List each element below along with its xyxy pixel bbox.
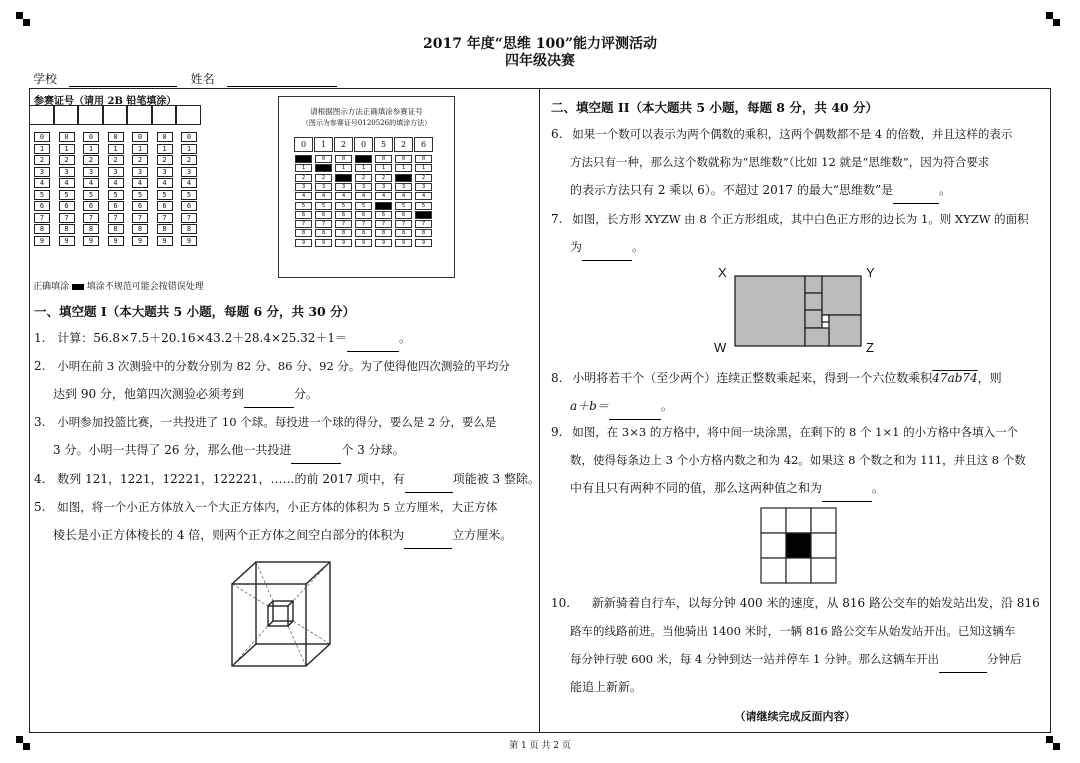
id-bubble[interactable]: 1: [132, 144, 148, 154]
q6-number: 6.: [551, 127, 563, 141]
q2-answer-blank[interactable]: [244, 393, 294, 408]
id-digit-box[interactable]: [176, 105, 201, 125]
example-bubble: 6: [395, 211, 412, 219]
label-y: Y: [866, 265, 875, 280]
example-bubble: 3: [375, 183, 392, 191]
q9-number: 9.: [551, 425, 563, 439]
id-bubble[interactable]: 7: [157, 213, 173, 223]
id-bubble[interactable]: 5: [59, 190, 75, 200]
example-bubble: 4: [355, 192, 372, 200]
example-bubble: 8: [375, 229, 392, 237]
id-bubble[interactable]: 7: [108, 213, 124, 223]
example-bubble: 1: [355, 164, 372, 172]
id-bubble[interactable]: 2: [34, 155, 50, 165]
q6-line1: 如果一个数可以表示为两个偶数的乘积，这两个偶数都不是 4 的倍数，并且这样的表示: [572, 127, 1013, 141]
q4-number: 4.: [34, 472, 46, 486]
question-4: [34, 465, 540, 493]
id-bubble[interactable]: 6: [108, 201, 124, 211]
example-bubble: 5: [295, 202, 312, 210]
example-bubble: 8: [295, 229, 312, 237]
id-bubble[interactable]: 5: [83, 190, 99, 200]
label-w: W: [714, 340, 727, 355]
id-bubble[interactable]: 5: [157, 190, 173, 200]
example-bubble: 4: [295, 192, 312, 200]
id-bubble[interactable]: 0: [181, 132, 197, 142]
id-bubble[interactable]: 9: [34, 236, 50, 246]
column-divider: [539, 88, 540, 732]
example-bubble: [375, 202, 392, 210]
id-bubble[interactable]: 1: [34, 144, 50, 154]
q8-tail: 。: [660, 399, 673, 413]
id-bubble[interactable]: 8: [181, 224, 197, 234]
rectangle-figure: [714, 265, 884, 357]
school-row: [33, 70, 337, 87]
id-label: 参赛证号（请用 2B 铅笔填涂）: [34, 96, 177, 107]
id-bubble[interactable]: 9: [132, 236, 148, 246]
example-bubble: 9: [335, 239, 352, 247]
example-bubble: 1: [375, 164, 392, 172]
id-digit-box[interactable]: [29, 105, 54, 125]
example-bubble: 7: [335, 220, 352, 228]
id-bubble[interactable]: 0: [59, 132, 75, 142]
example-bubble: 9: [415, 239, 432, 247]
continue-note: （请继续完成反面内容）: [734, 710, 856, 723]
example-bubble: [315, 164, 332, 172]
example-bubble: 8: [395, 229, 412, 237]
id-bubble[interactable]: 0: [132, 132, 148, 142]
fill-note-warning: 填涂不规范可能会按错误处理: [86, 282, 204, 292]
q8-overline-number: 47ab74: [932, 371, 978, 385]
example-digit-header: 2: [394, 137, 413, 152]
question-7: [551, 205, 1046, 261]
id-bubble[interactable]: 7: [181, 213, 197, 223]
q6-answer-blank[interactable]: [893, 189, 939, 204]
example-bubble: 7: [375, 220, 392, 228]
example-bubble: 1: [415, 164, 432, 172]
id-digit-box[interactable]: [78, 105, 103, 125]
id-bubble[interactable]: 3: [59, 167, 75, 177]
example-bubble: 5: [415, 202, 432, 210]
q9-tail: 。: [872, 481, 885, 495]
example-bubble: 7: [415, 220, 432, 228]
id-bubble[interactable]: 5: [132, 190, 148, 200]
example-digit-header: 0: [294, 137, 313, 152]
q10-tail: 分钟后: [987, 652, 1022, 666]
id-bubble[interactable]: 6: [34, 201, 50, 211]
id-bubble[interactable]: 6: [181, 201, 197, 211]
q1-tail: 。: [399, 331, 412, 345]
q7-line2: 为: [570, 240, 583, 254]
id-bubble[interactable]: 1: [157, 144, 173, 154]
id-bubble[interactable]: 6: [157, 201, 173, 211]
example-bubble: 8: [335, 229, 352, 237]
question-1: [34, 324, 411, 352]
id-bubble[interactable]: 1: [181, 144, 197, 154]
filled-sample-icon: [72, 284, 84, 290]
q3-number: 3.: [34, 415, 46, 429]
id-bubble[interactable]: 6: [83, 201, 99, 211]
id-bubble[interactable]: 8: [34, 224, 50, 234]
example-bubble: 5: [335, 202, 352, 210]
example-bubble: 0: [375, 155, 392, 163]
q6-tail: 。: [939, 183, 952, 197]
id-bubble[interactable]: 0: [157, 132, 173, 142]
example-bubble: 4: [415, 192, 432, 200]
q4-tail: 项能被 3 整除。: [452, 472, 540, 486]
example-bubble: 3: [415, 183, 432, 191]
id-bubble[interactable]: 2: [83, 155, 99, 165]
label-x: X: [718, 265, 727, 280]
question-9: [551, 418, 1046, 502]
q5-answer-blank[interactable]: [404, 534, 452, 549]
example-bubble: [295, 155, 312, 163]
question-10: [551, 589, 1046, 701]
id-bubble[interactable]: 6: [59, 201, 75, 211]
id-bubble[interactable]: 1: [59, 144, 75, 154]
example-bubble: 8: [415, 229, 432, 237]
example-bubble: 7: [295, 220, 312, 228]
example-bubble: 4: [315, 192, 332, 200]
q6-line3: 的表示方法只有 2 乘以 6）。不超过 2017 的最大“思维数”是: [570, 183, 894, 197]
school-field[interactable]: [69, 74, 177, 87]
example-bubble: 3: [295, 183, 312, 191]
example-bubble: [355, 155, 372, 163]
id-bubble[interactable]: 1: [108, 144, 124, 154]
q1-number: 1.: [34, 331, 46, 345]
example-bubble: 0: [415, 155, 432, 163]
example-bubble: 1: [295, 164, 312, 172]
example-bubble: [335, 174, 352, 182]
example-bubble: 2: [375, 174, 392, 182]
id-bubble[interactable]: 4: [34, 178, 50, 188]
id-bubble[interactable]: 2: [59, 155, 75, 165]
q8-line1-tail: ，则: [977, 371, 1002, 385]
example-bubble: 2: [295, 174, 312, 182]
id-bubble[interactable]: 0: [83, 132, 99, 142]
example-digit-header: 5: [374, 137, 393, 152]
nested-cube-figure: [228, 558, 334, 670]
example-bubble: 0: [315, 155, 332, 163]
example-bubble: 1: [395, 164, 412, 172]
example-line2: （图示为参赛证号0120526的填涂方法）: [301, 119, 432, 127]
example-bubble: 0: [395, 155, 412, 163]
q5-line1: 如图，将一个小正方体放入一个大正方体内，小正方体的体积为 5 立方厘米，大正方体: [57, 500, 498, 514]
q7-number: 7.: [551, 212, 563, 226]
id-bubble[interactable]: 4: [181, 178, 197, 188]
id-bubble[interactable]: 8: [59, 224, 75, 234]
example-bubble: 5: [355, 202, 372, 210]
example-bubble: 3: [355, 183, 372, 191]
q9-line2: 数，使得每条边上 3 个小方格内数之和为 42。如果这 8 个数之和为 111，并且这 8 个数: [570, 453, 1026, 467]
q4-answer-blank[interactable]: [405, 478, 453, 493]
example-bubble: 5: [315, 202, 332, 210]
example-bubble: 4: [375, 192, 392, 200]
example-bubble: 3: [335, 183, 352, 191]
id-bubble[interactable]: 9: [181, 236, 197, 246]
example-bubble: [415, 211, 432, 219]
id-bubble[interactable]: 7: [34, 213, 50, 223]
id-bubble[interactable]: 3: [132, 167, 148, 177]
id-bubble[interactable]: 8: [108, 224, 124, 234]
q9-line1: 如图，在 3×3 的方格中，将中间一块涂黑，在剩下的 8 个 1×1 的小方格中各填入一个: [572, 425, 1019, 439]
corner-mark: [16, 12, 30, 26]
id-bubble[interactable]: 7: [132, 213, 148, 223]
q5-line2: 棱长是小正方体棱长的 4 倍，则两个正方体之间空白部分的体积为: [53, 528, 405, 542]
id-bubble[interactable]: 8: [132, 224, 148, 234]
q6-line2: 方法只有一种，那么这个数就称为“思维数”（比如 12 就是“思维数”，因为符合要求: [570, 155, 990, 169]
id-bubble[interactable]: 2: [132, 155, 148, 165]
example-digit-header: 2: [334, 137, 353, 152]
question-2: [34, 352, 534, 408]
example-bubble: 9: [375, 239, 392, 247]
id-bubble[interactable]: 7: [83, 213, 99, 223]
id-bubble[interactable]: 9: [59, 236, 75, 246]
example-bubble: 7: [395, 220, 412, 228]
q3-line1: 小明参加投篮比赛，一共投进了 10 个球。每投进一个球的得分，要么是 2 分，要么是: [57, 415, 497, 429]
id-bubble[interactable]: 7: [59, 213, 75, 223]
section2-title: 二、填空题 II（本大题共 5 小题，每题 8 分，共 40 分）: [551, 100, 878, 115]
q10-line2: 路车的线路前进。当他骑出 1400 米时，一辆 816 路公交车从始发站开出。已知这辆车: [570, 624, 1016, 638]
q2-number: 2.: [34, 359, 46, 373]
q8-line2: a＋b＝: [570, 399, 609, 413]
id-bubble[interactable]: 4: [59, 178, 75, 188]
question-8: [551, 364, 1046, 420]
example-bubble: 9: [295, 239, 312, 247]
id-bubble[interactable]: 3: [34, 167, 50, 177]
example-bubble: 2: [415, 174, 432, 182]
id-bubble[interactable]: 1: [83, 144, 99, 154]
q9-answer-blank[interactable]: [822, 487, 872, 502]
id-bubble[interactable]: 8: [83, 224, 99, 234]
q5-tail: 立方厘米。: [452, 528, 513, 542]
example-bubble: 0: [335, 155, 352, 163]
example-bubble: 4: [395, 192, 412, 200]
q3-answer-blank[interactable]: [291, 449, 341, 464]
q5-number: 5.: [34, 500, 46, 514]
example-digit-header: 6: [414, 137, 433, 152]
q1-answer-blank[interactable]: [347, 337, 399, 352]
id-digit-box[interactable]: [127, 105, 152, 125]
example-bubble: 5: [395, 202, 412, 210]
section1-title: 一、填空题 I（本大题共 5 小题，每题 6 分，共 30 分）: [34, 304, 356, 319]
example-bubble: 7: [315, 220, 332, 228]
q10-line3: 每分钟行驶 600 米，每 4 分钟到达一站并停车 1 分钟。那么这辆车开出: [570, 652, 940, 666]
example-bubble: 6: [295, 211, 312, 219]
id-bubble[interactable]: 9: [83, 236, 99, 246]
question-3: [34, 408, 534, 464]
q10-line1: 新新骑着自行车，以每分钟 400 米的速度，从 816 路公交车的始发站出发，沿 816: [591, 596, 1040, 610]
example-bubble: 6: [315, 211, 332, 219]
name-field[interactable]: [227, 74, 337, 87]
example-bubble: 6: [375, 211, 392, 219]
example-bubble: 2: [315, 174, 332, 182]
q7-answer-blank[interactable]: [582, 246, 632, 261]
q3-tail: 个 3 分球。: [341, 443, 405, 457]
page-footer: 第 1 页 共 2 页: [509, 741, 571, 751]
id-bubble[interactable]: 3: [108, 167, 124, 177]
id-digit-box[interactable]: [152, 105, 177, 125]
rect-squares: [734, 275, 862, 347]
id-bubble[interactable]: 8: [157, 224, 173, 234]
id-bubble[interactable]: 5: [34, 190, 50, 200]
id-bubble[interactable]: 4: [108, 178, 124, 188]
id-bubble[interactable]: 5: [181, 190, 197, 200]
q2-line2: 达到 90 分，他第四次测验必须考到: [53, 387, 244, 401]
id-bubble[interactable]: 2: [108, 155, 124, 165]
example-bubble: 8: [315, 229, 332, 237]
q7-line1: 如图，长方形 XYZW 由 8 个正方形组成，其中白色正方形的边长为 1。则 XYZW 的面积: [572, 212, 1029, 226]
example-bubble: 9: [355, 239, 372, 247]
example-bubble: 3: [395, 183, 412, 191]
id-digit-box[interactable]: [103, 105, 128, 125]
name-label: 姓名: [190, 72, 215, 86]
q3-line2: 3 分。小明一共得了 26 分，那么他一共投进: [53, 443, 292, 457]
page-subtitle: 四年级决赛: [505, 53, 575, 69]
q2-tail: 分。: [293, 387, 318, 401]
id-bubble[interactable]: 4: [157, 178, 173, 188]
q8-line1: 小明将若干个（至少两个）连续正整数乘起来，得到一个六位数乘积: [572, 371, 933, 385]
q10-answer-blank[interactable]: [939, 658, 987, 673]
fill-note: [33, 279, 204, 292]
example-bubble: 6: [355, 211, 372, 219]
example-digit-header: 0: [354, 137, 373, 152]
example-line1: 请根据图示方法正确填涂参赛证号: [310, 107, 423, 116]
fill-example-box: [278, 96, 455, 278]
example-bubble: 6: [335, 211, 352, 219]
example-bubble: 4: [335, 192, 352, 200]
q1-text: 计算：56.8×7.5＋20.16×43.2＋28.4×25.32＋1＝: [57, 331, 348, 345]
fill-note-label: 正确填涂: [33, 282, 70, 292]
corner-mark: [1046, 12, 1060, 26]
id-bubble[interactable]: 4: [83, 178, 99, 188]
id-bubble[interactable]: 4: [132, 178, 148, 188]
id-bubble[interactable]: 9: [108, 236, 124, 246]
q10-line4: 能追上新新。: [570, 680, 643, 694]
example-bubble: 1: [335, 164, 352, 172]
question-6: [551, 120, 1046, 204]
example-digit-header: 1: [314, 137, 333, 152]
id-bubble[interactable]: 3: [181, 167, 197, 177]
example-bubble: 9: [315, 239, 332, 247]
school-label: 学校: [33, 72, 58, 86]
example-bubble: 2: [355, 174, 372, 182]
id-bubble[interactable]: 9: [157, 236, 173, 246]
page-title: 2017 年度“思维 100”能力评测活动: [422, 36, 658, 52]
q2-line1: 小明在前 3 次测验中的分数分别为 82 分、86 分、92 分。为了使得他四次测验的平均分: [57, 359, 510, 373]
q8-number: 8.: [551, 371, 563, 385]
id-digit-box[interactable]: [54, 105, 79, 125]
id-bubble[interactable]: 0: [34, 132, 50, 142]
id-bubble[interactable]: 5: [108, 190, 124, 200]
example-bubble: 8: [355, 229, 372, 237]
id-bubble[interactable]: 2: [157, 155, 173, 165]
example-bubble: [395, 174, 412, 182]
example-bubble: 3: [315, 183, 332, 191]
id-bubble[interactable]: 0: [108, 132, 124, 142]
q4-text: 数列 121，1221，12221，122221，……的前 2017 项中，有: [57, 472, 405, 486]
label-z: Z: [866, 340, 874, 355]
three-by-three-grid: [760, 507, 838, 585]
q9-line3: 中有且只有两种不同的值，那么这两种值之和为: [570, 481, 823, 495]
id-bubble[interactable]: 2: [181, 155, 197, 165]
example-bubble: 7: [355, 220, 372, 228]
id-bubble[interactable]: 3: [83, 167, 99, 177]
id-bubble[interactable]: 6: [132, 201, 148, 211]
id-bubble[interactable]: 3: [157, 167, 173, 177]
q7-tail: 。: [632, 240, 645, 254]
q10-number: 10.: [551, 596, 571, 610]
example-bubble: 9: [395, 239, 412, 247]
question-5: [34, 493, 534, 549]
